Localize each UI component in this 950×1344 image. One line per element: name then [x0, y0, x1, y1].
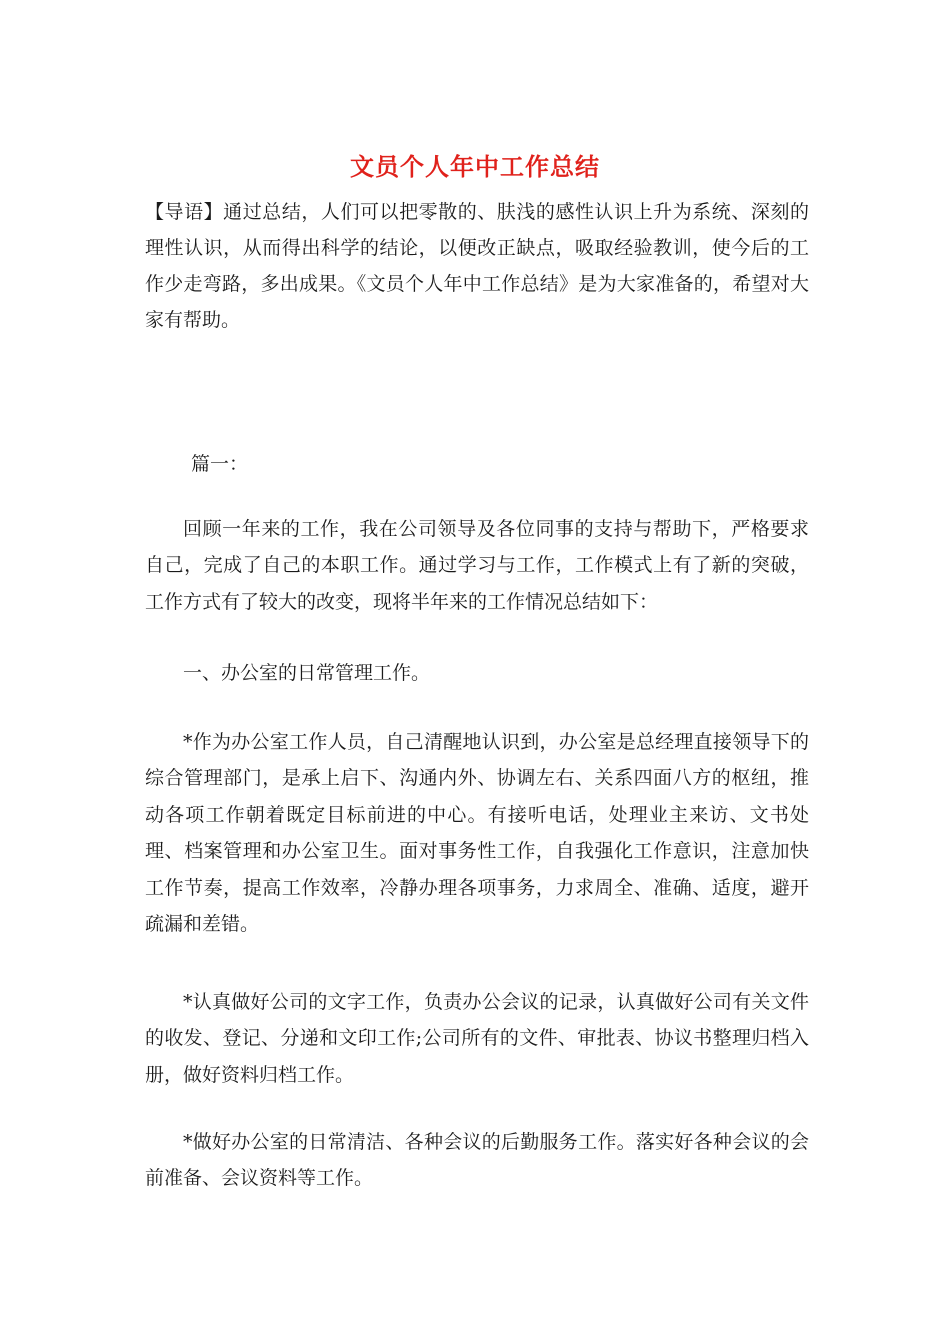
paragraph-review: 回顾一年来的工作，我在公司领导及各位同事的支持与帮助下，严格要求自己，完成了自己的本职工作。通过学习与工作，工作模式上有了新的突破，工作方式有了较大的改变，现将半年来的工作情况总结如下： [145, 518, 809, 613]
section-label: 篇一： [191, 453, 249, 475]
document-title: 文员个人年中工作总结 [350, 152, 600, 181]
paragraph-cleaning-and-meetings: *做好办公室的日常清洁、各种会议的后勤服务工作。落实好各种会议的会前准备、会议资料等工作。 [145, 1131, 809, 1190]
paragraph-heading-office-management: 一、办公室的日常管理工作。 [183, 662, 431, 684]
intro-paragraph: 【导语】通过总结，人们可以把零散的、肤浅的感性认识上升为系统、深刻的理性认识，从而得出科学的结论，以便改正缺点，吸取经验教训，使今后的工作少走弯路，多出成果。《文员个人年中工作总结》是为大家准备的，希望对大家有帮助。 [145, 201, 809, 331]
paragraph-office-staff-duties: *作为办公室工作人员，自己清醒地认识到，办公室是总经理直接领导下的综合管理部门，是承上启下、沟通内外、协调左右、关系四面八方的枢纽，推动各项工作朝着既定目标前进的中心。有接听电话，处理业主来访、文书处理、档案管理和办公室卫生。面对事务性工作，自我强化工作意识，注意加快工作节奏，提高工作效率，冷静办理各项事务，力求周全、准确、适度，避开疏漏和差错。 [145, 731, 809, 936]
paragraph-document-work: *认真做好公司的文字工作，负责办公会议的记录，认真做好公司有关文件的收发、登记、分递和文印工作;公司所有的文件、审批表、协议书整理归档入册，做好资料归档工作。 [145, 991, 809, 1086]
